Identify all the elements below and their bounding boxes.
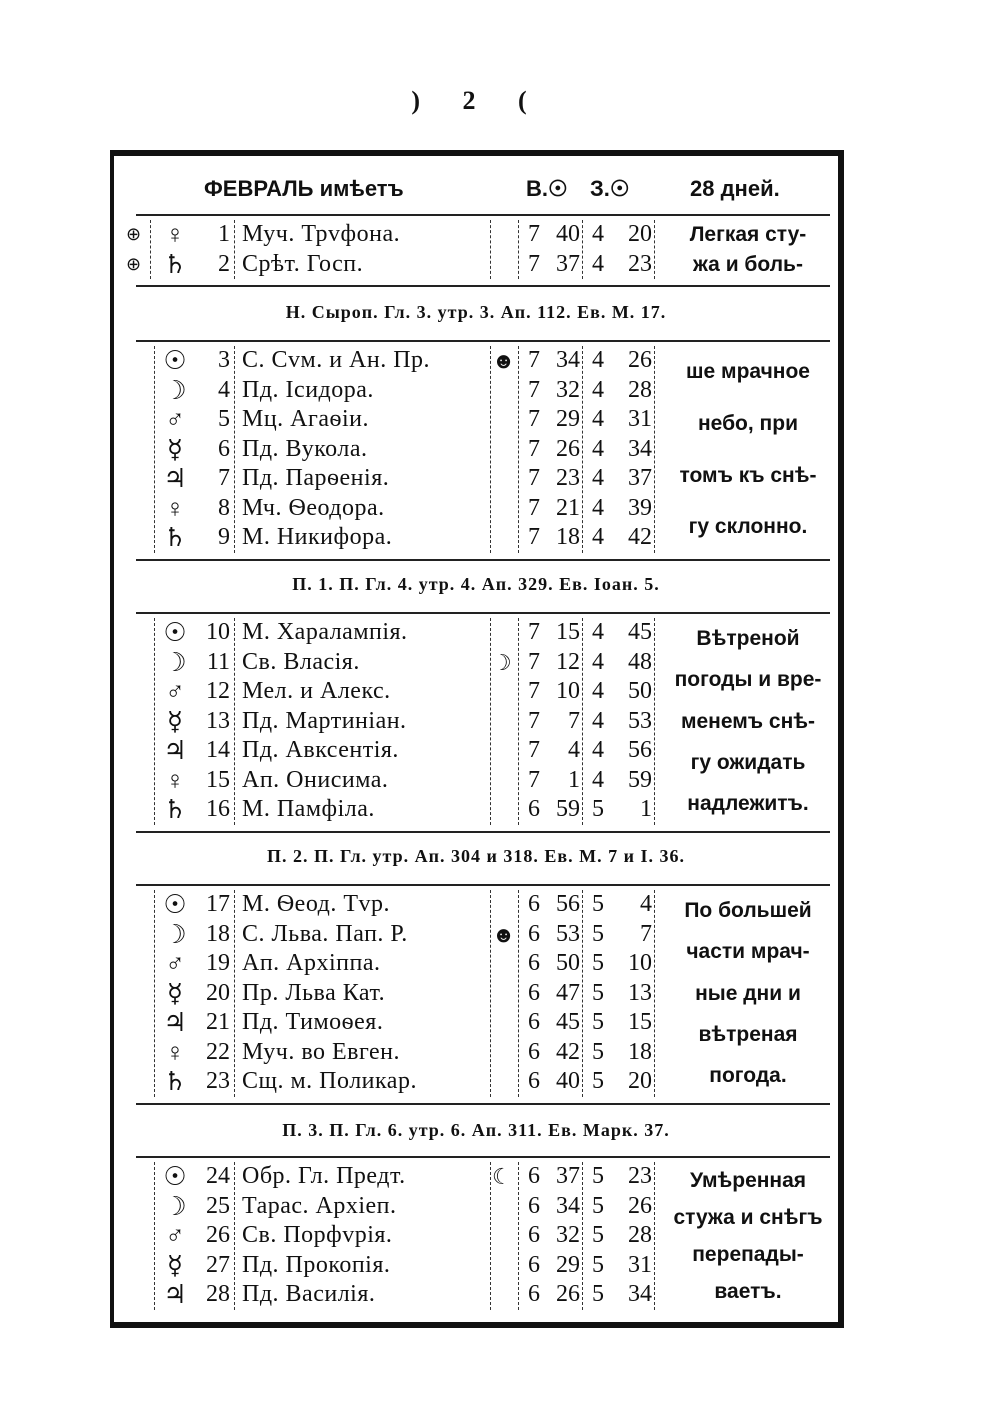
- divider: [136, 884, 830, 886]
- sunset-minute: 18: [628, 1038, 652, 1065]
- sunrise-header: В.☉: [526, 176, 568, 201]
- liturgical-note: П. 1. П. Гл. 4. утр. 4. Ап. 329. Ев. Іоан. 5.: [292, 574, 660, 594]
- sunrise-minute: 26: [556, 1281, 580, 1307]
- sunset-minute: 31: [628, 1251, 652, 1278]
- weather-text: стужа и снѣгъ: [673, 1205, 823, 1229]
- sunrise-minute: 4: [568, 737, 580, 763]
- day-number: 26: [206, 1222, 230, 1248]
- saint-name: М. Памфіла.: [242, 796, 375, 822]
- feast-mark-icon: ⊕: [126, 224, 142, 244]
- sunset-hour: 4: [592, 376, 604, 403]
- sunrise-minute: 32: [556, 1222, 580, 1248]
- sunrise-minute: 45: [556, 1009, 580, 1035]
- divider: [136, 285, 830, 287]
- day-number: 21: [206, 1009, 230, 1035]
- sunset-hour: 4: [592, 648, 604, 675]
- liturgical-note: П. 2. П. Гл. утр. Ап. 304 и 318. Ев. М. 7 и І. 36.: [267, 846, 685, 866]
- divider: [136, 831, 830, 833]
- sunrise-hour: 6: [528, 1038, 540, 1065]
- weather-text: ваетъ.: [714, 1279, 782, 1303]
- liturgical-note: П. 3. П. Гл. 6. утр. 6. Ап. 311. Ев. Марк. 37.: [282, 1120, 670, 1140]
- sunset-minute: 34: [628, 1281, 652, 1307]
- planet-icon: ☉: [163, 618, 187, 647]
- weather-text: гу ожидать: [690, 751, 806, 775]
- sunrise-minute: 1: [568, 766, 580, 793]
- saint-name: Пд. Вукола.: [242, 435, 368, 462]
- days-count: 28 дней.: [690, 176, 780, 201]
- sunrise-minute: 32: [556, 376, 580, 403]
- weather-text: небо, при: [698, 411, 798, 435]
- sunset-hour: 4: [592, 406, 604, 432]
- day-number: 16: [206, 796, 230, 822]
- saint-name: Пд. Прокопія.: [242, 1251, 391, 1278]
- sunset-hour: 4: [592, 524, 604, 550]
- planet-icon: ♄: [163, 523, 187, 552]
- divider: [136, 340, 830, 342]
- sunset-header: З.☉: [590, 176, 630, 201]
- weather-text: Умѣренная: [689, 1168, 807, 1192]
- sunrise-minute: 7: [568, 707, 580, 734]
- planet-icon: ☉: [163, 1162, 187, 1191]
- planet-icon: ♃: [163, 464, 187, 493]
- sunrise-hour: 7: [528, 766, 540, 793]
- sunrise-minute: 10: [556, 678, 580, 704]
- sunrise-hour: 6: [528, 950, 540, 976]
- divider: [136, 559, 830, 561]
- sunrise-hour: 7: [528, 707, 540, 734]
- sunrise-hour: 6: [528, 1222, 540, 1248]
- sunset-hour: 4: [592, 465, 604, 491]
- saint-name: Мел. и Алекс.: [242, 678, 391, 704]
- table-row: [114, 435, 838, 464]
- saint-name: Муч. Трvфона.: [242, 221, 401, 247]
- sunrise-minute: 29: [556, 1251, 580, 1278]
- day-number: 10: [206, 619, 230, 645]
- sunset-hour: 4: [592, 221, 604, 247]
- sunrise-minute: 21: [556, 494, 580, 521]
- table-header: [114, 170, 838, 210]
- planet-icon: ☽: [163, 919, 187, 949]
- sunset-hour: 5: [592, 1163, 604, 1189]
- sunrise-minute: 56: [556, 891, 580, 917]
- sunset-minute: 37: [628, 465, 652, 491]
- liturgical-note: Н. Сыроп. Гл. 3. утр. 3. Ап. 112. Ев. М. 17.: [285, 302, 667, 322]
- sunset-minute: 34: [628, 435, 652, 462]
- sunset-hour: 5: [592, 796, 604, 822]
- moon-phase-icon: ☻: [492, 921, 516, 947]
- saint-name: Пд. Ісидора.: [242, 376, 374, 403]
- weather-text: вѣтреная: [698, 1023, 798, 1047]
- day-number: 5: [218, 406, 230, 432]
- planet-icon: ♂: [165, 677, 185, 706]
- sunrise-minute: 18: [556, 524, 580, 550]
- day-number: 18: [206, 920, 230, 947]
- saint-name: М. Никифора.: [242, 524, 393, 550]
- weather-text: жа и боль-: [693, 252, 803, 276]
- sunrise-minute: 29: [556, 406, 580, 432]
- saint-name: Сщ. м. Поликар.: [242, 1068, 417, 1094]
- saint-name: С. Льва. Пап. Р.: [242, 920, 408, 947]
- weather-text: По большей: [684, 899, 812, 923]
- planet-icon: ☽: [163, 647, 187, 677]
- sunrise-hour: 6: [528, 1009, 540, 1035]
- sunrise-hour: 6: [528, 1251, 540, 1278]
- saint-name: Срѣт. Госп.: [242, 250, 364, 277]
- day-number: 27: [206, 1251, 230, 1278]
- weather-text: менемъ снѣ-: [680, 709, 816, 733]
- sunrise-minute: 59: [556, 796, 580, 822]
- sunset-minute: 39: [628, 494, 652, 521]
- page-number: ) 2 (: [411, 86, 545, 115]
- sunrise-hour: 6: [528, 891, 540, 917]
- sunrise-hour: 6: [528, 1163, 540, 1189]
- planet-icon: ☿: [167, 1250, 183, 1280]
- day-number: 2: [218, 250, 230, 277]
- planet-icon: ☿: [167, 706, 183, 736]
- sunrise-minute: 23: [556, 465, 580, 491]
- sunrise-minute: 42: [556, 1038, 580, 1065]
- month-title: ФЕВРАЛЬ имѣетъ: [204, 176, 404, 201]
- sunrise-minute: 15: [556, 619, 580, 645]
- saint-name: Пд. Парѳенія.: [242, 465, 390, 491]
- sunrise-hour: 6: [528, 1068, 540, 1094]
- sunset-minute: 7: [640, 920, 652, 947]
- day-number: 23: [206, 1068, 230, 1094]
- sunset-minute: 26: [628, 1192, 652, 1219]
- moon-phase-icon: ☽: [492, 649, 512, 675]
- sunset-minute: 45: [628, 619, 652, 645]
- day-number: 17: [206, 891, 230, 917]
- sunset-hour: 5: [592, 1009, 604, 1035]
- sunset-minute: 10: [628, 950, 652, 976]
- sunrise-minute: 53: [556, 920, 580, 947]
- planet-icon: ♃: [163, 1280, 187, 1309]
- saint-name: Пд. Мартиніан.: [242, 707, 407, 734]
- divider: [136, 1103, 830, 1105]
- day-number: 4: [218, 376, 230, 403]
- sunrise-hour: 7: [528, 648, 540, 675]
- sunset-minute: 50: [628, 678, 652, 704]
- sunset-hour: 5: [592, 979, 604, 1006]
- sunset-hour: 4: [592, 766, 604, 793]
- saint-name: Тарас. Архіеп.: [242, 1192, 397, 1219]
- sunset-hour: 5: [592, 1192, 604, 1219]
- day-number: 19: [206, 950, 230, 976]
- saint-name: Обр. Гл. Предт.: [242, 1163, 406, 1189]
- divider: [136, 1156, 830, 1158]
- saint-name: Ап. Архіппа.: [242, 950, 381, 976]
- day-number: 15: [206, 766, 230, 793]
- divider: [136, 612, 830, 614]
- sunset-minute: 26: [628, 347, 652, 373]
- weather-text: ше мрачное: [686, 360, 810, 384]
- planet-icon: ♀: [165, 493, 185, 523]
- sunset-hour: 4: [592, 707, 604, 734]
- sunrise-hour: 7: [528, 494, 540, 521]
- sunset-minute: 4: [640, 891, 652, 917]
- sunset-minute: 15: [628, 1009, 652, 1035]
- sunset-hour: 4: [592, 250, 604, 277]
- saint-name: М. Ѳеод. Тvр.: [242, 891, 391, 917]
- saint-name: Св. Власія.: [242, 648, 360, 675]
- sunrise-hour: 6: [528, 1192, 540, 1219]
- day-number: 3: [218, 347, 230, 373]
- planet-icon: ♀: [165, 220, 185, 249]
- planet-icon: ♀: [165, 1037, 185, 1067]
- sunset-minute: 20: [628, 1068, 652, 1094]
- sunrise-hour: 7: [528, 619, 540, 645]
- saint-name: Пр. Льва Кат.: [242, 979, 386, 1006]
- weather-text: надлежитъ.: [687, 792, 809, 816]
- planet-icon: ♃: [163, 1008, 187, 1037]
- saint-name: Мч. Ѳеодора.: [242, 494, 385, 521]
- day-number: 24: [206, 1163, 230, 1189]
- day-number: 28: [206, 1281, 230, 1307]
- sunset-hour: 5: [592, 1281, 604, 1307]
- saint-name: Ап. Онисима.: [242, 766, 389, 793]
- weather-text: погода.: [709, 1064, 787, 1088]
- weather-text: томъ къ снѣ-: [679, 463, 817, 487]
- sunrise-minute: 37: [556, 250, 580, 277]
- day-number: 8: [218, 494, 230, 521]
- planet-icon: ♄: [163, 1067, 187, 1096]
- sunrise-minute: 12: [556, 648, 580, 675]
- sunrise-minute: 34: [556, 347, 580, 373]
- planet-icon: ☽: [163, 375, 187, 405]
- day-number: 9: [218, 524, 230, 550]
- saint-name: М. Харалампія.: [242, 619, 408, 645]
- sunrise-hour: 6: [528, 979, 540, 1006]
- moon-phase-icon: ☾: [492, 1164, 512, 1189]
- sunset-minute: 53: [628, 707, 652, 734]
- weather-text: Легкая сту-: [689, 223, 807, 247]
- saint-name: С. Сvм. и Ан. Пр.: [242, 347, 431, 373]
- planet-icon: ☉: [163, 346, 187, 375]
- sunrise-hour: 7: [528, 524, 540, 550]
- sunrise-hour: 7: [528, 435, 540, 462]
- day-number: 13: [206, 707, 230, 734]
- sunrise-hour: 7: [528, 737, 540, 763]
- day-number: 1: [218, 221, 230, 247]
- sunset-minute: 31: [628, 406, 652, 432]
- sunrise-minute: 47: [556, 979, 580, 1006]
- sunset-hour: 5: [592, 1222, 604, 1248]
- sunrise-hour: 7: [528, 465, 540, 491]
- sunset-hour: 4: [592, 494, 604, 521]
- sunset-hour: 5: [592, 1038, 604, 1065]
- planet-icon: ♂: [165, 949, 185, 978]
- planet-icon: ♃: [163, 736, 187, 765]
- sunset-hour: 5: [592, 950, 604, 976]
- sunset-hour: 5: [592, 1251, 604, 1278]
- sunrise-minute: 50: [556, 950, 580, 976]
- planet-icon: ☿: [167, 434, 183, 464]
- sunrise-hour: 6: [528, 920, 540, 947]
- day-number: 20: [206, 979, 230, 1006]
- sunset-minute: 23: [628, 1163, 652, 1189]
- planet-icon: ♀: [165, 765, 185, 795]
- weather-text: ные дни и: [695, 981, 801, 1005]
- sunset-hour: 4: [592, 435, 604, 462]
- sunset-hour: 5: [592, 1068, 604, 1094]
- day-number: 14: [206, 737, 230, 763]
- calendar-table: [110, 150, 844, 1328]
- sunset-minute: 23: [628, 250, 652, 277]
- planet-icon: ♂: [165, 405, 185, 434]
- day-number: 22: [206, 1038, 230, 1065]
- divider: [136, 214, 830, 216]
- weather-text: погоды и вре-: [674, 668, 822, 692]
- sunset-minute: 28: [628, 1222, 652, 1248]
- planet-icon: ☉: [163, 890, 187, 919]
- saint-name: Пд. Василія.: [242, 1281, 376, 1307]
- sunset-minute: 48: [628, 648, 652, 675]
- saint-name: Св. Порфvрія.: [242, 1222, 393, 1248]
- sunrise-hour: 7: [528, 376, 540, 403]
- sunset-minute: 42: [628, 524, 652, 550]
- day-number: 6: [218, 435, 230, 462]
- weather-text: перепады-: [692, 1242, 804, 1266]
- saint-name: Мц. Агаѳіи.: [242, 406, 370, 432]
- sunrise-minute: 34: [556, 1192, 580, 1219]
- sunset-minute: 1: [640, 796, 652, 822]
- weather-text: Вѣтреной: [696, 627, 800, 651]
- sunrise-minute: 37: [556, 1163, 580, 1189]
- sunrise-hour: 7: [528, 347, 540, 373]
- sunrise-hour: 7: [528, 250, 540, 277]
- sunrise-minute: 26: [556, 435, 580, 462]
- planet-icon: ♄: [163, 795, 187, 824]
- sunrise-hour: 6: [528, 796, 540, 822]
- planet-icon: ♄: [163, 249, 187, 279]
- sunset-hour: 4: [592, 678, 604, 704]
- saint-name: Пд. Тимоѳея.: [242, 1009, 384, 1035]
- sunset-hour: 4: [592, 347, 604, 373]
- day-number: 7: [218, 465, 230, 491]
- saint-name: Муч. во Евген.: [242, 1038, 400, 1065]
- moon-phase-icon: ☻: [492, 348, 516, 373]
- sunset-hour: 5: [592, 920, 604, 947]
- planet-icon: ☽: [163, 1191, 187, 1221]
- planet-icon: ☿: [167, 978, 183, 1008]
- sunset-minute: 56: [628, 737, 652, 763]
- sunset-minute: 20: [628, 221, 652, 247]
- planet-icon: ♂: [165, 1221, 185, 1250]
- day-number: 11: [206, 648, 230, 675]
- sunset-minute: 59: [628, 766, 652, 793]
- sunrise-minute: 40: [556, 221, 580, 247]
- feast-mark-icon: ⊕: [126, 253, 142, 274]
- sunrise-hour: 7: [528, 221, 540, 247]
- sunset-minute: 28: [628, 376, 652, 403]
- sunrise-hour: 6: [528, 1281, 540, 1307]
- weather-text: части мрач-: [686, 940, 810, 964]
- saint-name: Пд. Авксентія.: [242, 737, 399, 763]
- sunrise-hour: 7: [528, 406, 540, 432]
- day-number: 25: [206, 1192, 230, 1219]
- sunset-hour: 4: [592, 737, 604, 763]
- sunrise-minute: 40: [556, 1068, 580, 1094]
- sunrise-hour: 7: [528, 678, 540, 704]
- day-number: 12: [206, 678, 230, 704]
- weather-text: гу склонно.: [688, 515, 808, 539]
- sunset-hour: 4: [592, 619, 604, 645]
- sunset-minute: 13: [628, 979, 652, 1006]
- sunset-hour: 5: [592, 891, 604, 917]
